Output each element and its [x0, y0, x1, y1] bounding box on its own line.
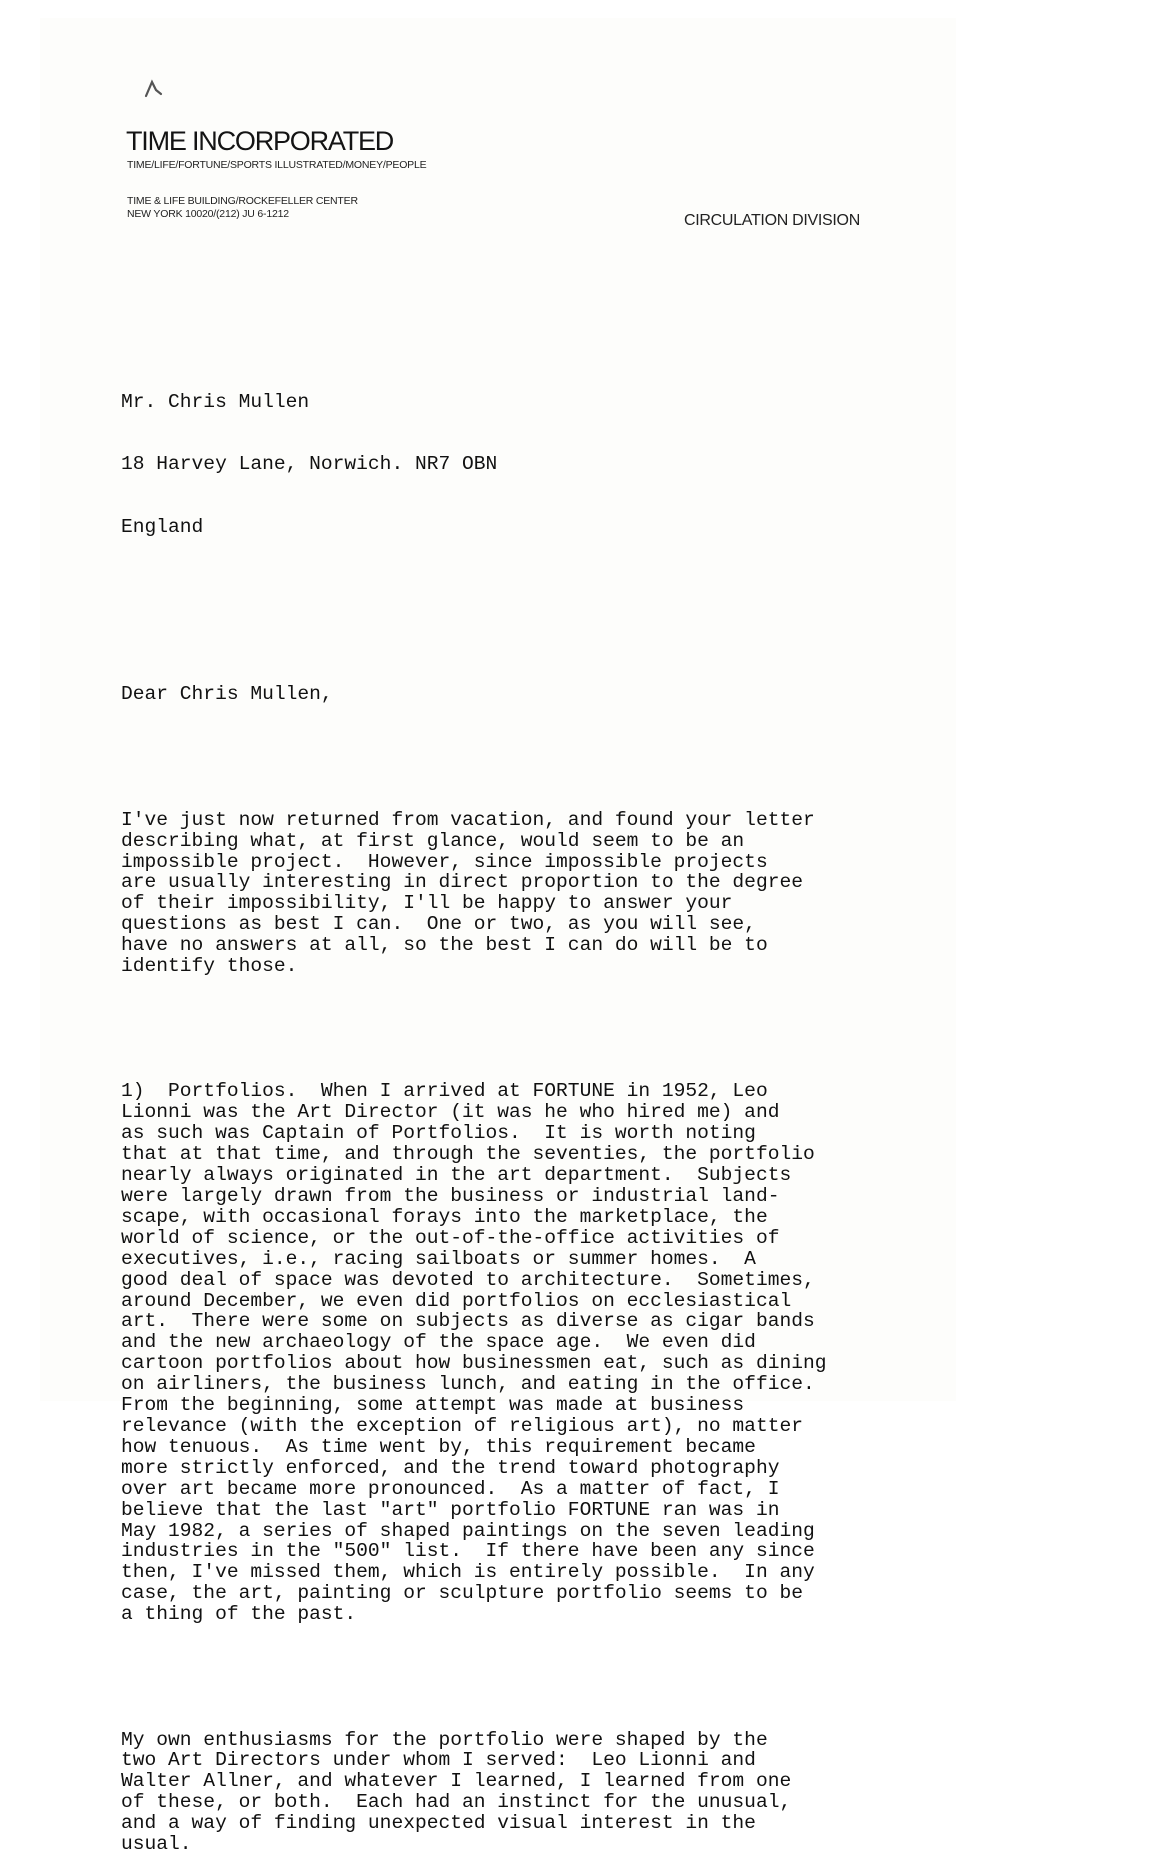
company-name: TIME INCORPORATED: [126, 126, 394, 156]
paragraph-art-directors: My own enthusiasms for the portfolio were shaped by the two Art Directors under whom I served: Leo Lionni and Walter Allner, and whatever I learned, I learned from one of these, or both. Each had an instinct for the unusual, and a way of finding unexpected visual interest in the usual.: [121, 1728, 792, 1856]
pen-mark-icon: [144, 78, 164, 100]
recipient-country: England: [121, 516, 204, 539]
paragraph-portfolios: 1) Portfolios. When I arrived at FORTUNE in 1952, Leo Lionni was the Art Director (it was he who hired me) and as such was Captain of Portfolios. It is worth noting that at that time, and through the seventies, the portfolio nearly always originated in the art department. Subjects were largely drawn from the business or industrial land- scape, with occasional forays into the marketplace, the world of science, or the out-of-the-office activities of executives, i.e., racing sailboats or summer homes. A good deal of space was devoted to architecture. Sometimes, around December, we even did portfolios on ecclesiastical art. There were some on subjects as diverse as cigar bands and the new archaeology of the space age. We even did cartoon portfolios about how businessmen eat, such as dining on airliners, the business lunch, and eating in the office. From the beginning, some attempt was made at business relevance (with the exception of religious art), no matter how tenuous. As time went by, this requirement became more strictly enforced, and the trend toward photography over art became more pronounced. As a matter of fact, I believe that the last "art" portfolio FORTUNE ran was in May 1982, a series of shaped paintings on the seven leading industries in the "500" list. If there have been any since then, I've missed them, which is entirely possible. In any case, the art, painting or sculpture portfolio seems to be a thing of the past.: [121, 1080, 827, 1626]
division-name: CIRCULATION DIVISION: [684, 212, 860, 229]
publications-list: TIME/LIFE/FORTUNE/SPORTS ILLUSTRATED/MONEY/PEOPLE: [127, 159, 427, 171]
recipient-name: Mr. Chris Mullen: [121, 390, 310, 413]
letter-body: [121, 308, 891, 1876]
company-address: [127, 195, 358, 221]
recipient-block: [121, 350, 891, 580]
address-line-2: NEW YORK 10020/(212) JU 6-1212: [127, 208, 289, 220]
paragraph-intro: I've just now returned from vacation, and found your letter describing what, at first glance, would seem to be an impossible project. However, since impossible projects are usually interesting in direct proportion to the degree of their impossibility, I'll be happy to answer your questions as best I can. One or two, as you will see, have no answers at all, so the best I can do will be to identify those.: [121, 808, 815, 978]
recipient-street: 18 Harvey Lane, Norwich. NR7 OBN: [121, 453, 498, 476]
address-line-1: TIME & LIFE BUILDING/ROCKEFELLER CENTER: [127, 195, 358, 207]
salutation: Dear Chris Mullen,: [121, 683, 333, 706]
